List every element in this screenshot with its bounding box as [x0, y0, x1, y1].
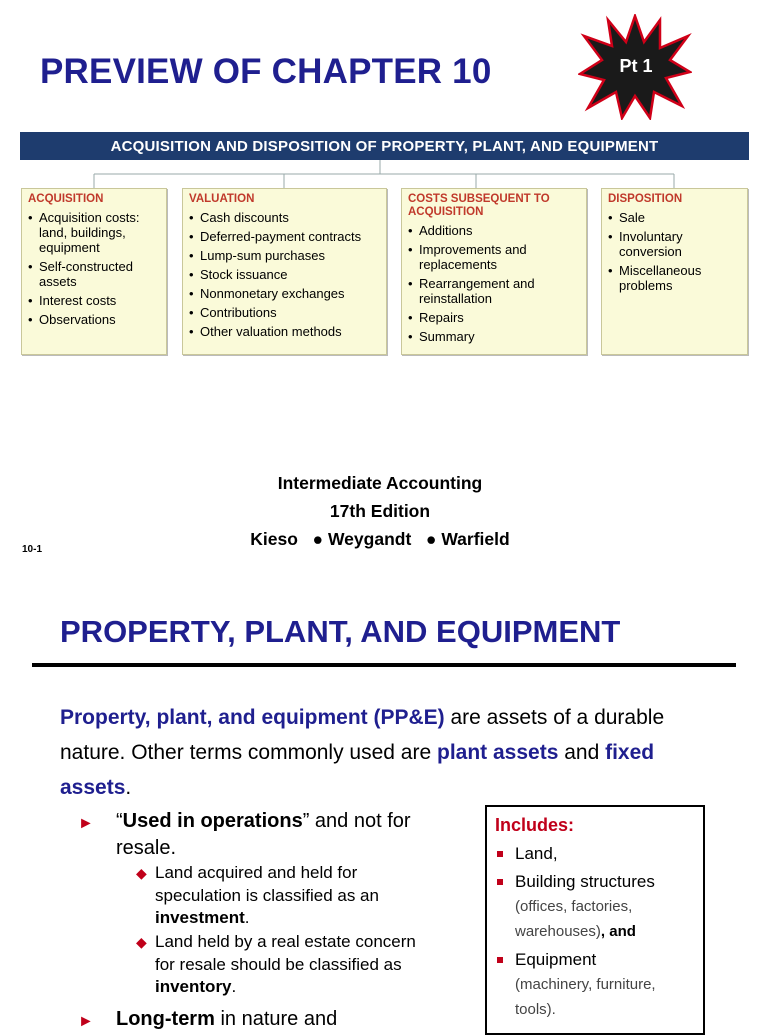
list-item: • Summary — [408, 329, 580, 344]
square-bullet-icon — [497, 957, 503, 963]
includes-item-buildings — [495, 870, 695, 944]
costs-subsequent-box — [401, 188, 587, 355]
list-item: • Additions — [408, 223, 580, 238]
title-divider — [32, 663, 736, 667]
triangle-bullet-icon: ► — [78, 1013, 94, 1030]
box-heading: COSTS SUBSEQUENT TO ACQUISITION — [408, 193, 550, 218]
sub-end: . — [244, 908, 250, 927]
bullet-long-term — [78, 1006, 428, 1033]
org-connectors — [0, 160, 768, 190]
square-bullet-icon — [497, 851, 503, 857]
includes-and: , and — [600, 923, 636, 940]
bullet-used-in-operations — [78, 808, 428, 862]
list-item: • Lump-sum purchases — [189, 248, 380, 263]
slide2-title: PROPERTY, PLANT, AND EQUIPMENT — [60, 614, 621, 649]
triangle-bullet-icon: ► — [78, 815, 94, 832]
list-item: • Deferred-payment contracts — [189, 229, 380, 244]
list-item: • Involuntary conversion — [608, 229, 741, 259]
intro-paragraph — [60, 700, 720, 805]
includes-box — [485, 805, 705, 1035]
bullet-separator-icon: ● — [416, 529, 442, 549]
includes-item-detail: (offices, factories, warehouses) — [515, 898, 633, 940]
term-fixed-assets: fixed assets — [60, 741, 655, 799]
intro-text: and — [558, 741, 606, 764]
list-item: • Cash discounts — [189, 210, 380, 225]
sub-bullet-investment — [136, 862, 426, 930]
chapter-banner: ACQUISITION AND DISPOSITION OF PROPERTY, PLANT, AND EQUIPMENT — [20, 132, 749, 160]
sub-text: Land acquired and held for speculation is classified as an — [155, 863, 379, 905]
sub-text: Land held by a real estate concern for resale should be classified as — [155, 932, 416, 974]
list-item: • Nonmonetary exchanges — [189, 286, 380, 301]
diamond-bullet-icon: ◆ — [136, 934, 147, 950]
square-bullet-icon — [497, 879, 503, 885]
term-plant-assets: plant assets — [437, 741, 559, 764]
valuation-box — [182, 188, 387, 355]
book-title: Intermediate Accounting — [277, 473, 483, 493]
includes-item-equipment — [495, 948, 695, 1022]
list-item: • Rearrangement and reinstallation — [408, 276, 580, 306]
term-ppe: Property, plant, and equipment (PP&E) — [60, 706, 445, 729]
sub-bold: inventory — [155, 977, 232, 996]
slide-page-number: 10-1 — [22, 544, 43, 555]
intro-text: are assets of a durable nature. Other terms commonly used are — [60, 706, 665, 764]
slide1-title: PREVIEW OF CHAPTER 10 — [40, 52, 492, 91]
book-authors — [0, 525, 760, 553]
acquisition-box — [21, 188, 167, 355]
box-heading: VALUATION — [189, 193, 255, 205]
list-item: • Sale — [608, 210, 741, 225]
bullet-text: ” and not for resale. — [116, 810, 411, 859]
bullet-bold: Used in operations — [122, 810, 303, 832]
bullet-bold: Long-term — [116, 1008, 215, 1030]
list-item: • Contributions — [189, 305, 380, 320]
badge-label: Pt 1 — [619, 56, 653, 76]
quote-mark: “ — [116, 810, 123, 832]
box-heading: ACQUISITION — [28, 193, 104, 205]
sub-end: . — [231, 977, 237, 996]
list-item: • Self-constructed assets — [28, 259, 160, 289]
book-edition: 17th Edition — [329, 501, 431, 521]
includes-item-detail: (machinery, furniture, tools). — [515, 976, 656, 1018]
diamond-bullet-icon: ◆ — [136, 865, 147, 881]
list-item: • Other valuation methods — [189, 324, 380, 339]
list-item: • Observations — [28, 312, 160, 327]
list-item: • Acquisition costs: land, buildings, equipment — [28, 210, 160, 255]
list-item: • Interest costs — [28, 293, 160, 308]
book-info — [0, 469, 760, 553]
disposition-box — [601, 188, 748, 355]
list-item: • Miscellaneous problems — [608, 263, 741, 293]
author-name: Weygandt — [327, 529, 412, 549]
list-item: • Repairs — [408, 310, 580, 325]
includes-item-label: Equipment — [515, 950, 597, 969]
list-item: • Improvements and replacements — [408, 242, 580, 272]
pt1-starburst-badge — [578, 14, 692, 120]
intro-text: . — [125, 776, 132, 799]
includes-item-land — [495, 842, 695, 866]
box-heading: DISPOSITION — [608, 193, 683, 205]
sub-bold: investment — [155, 908, 245, 927]
author-name: Warfield — [441, 529, 510, 549]
bullet-separator-icon: ● — [302, 529, 328, 549]
includes-item-label: Building structures — [515, 872, 655, 891]
author-name: Kieso — [250, 529, 298, 549]
sub-bullet-inventory — [136, 931, 426, 999]
includes-heading: Includes: — [495, 815, 575, 835]
bullet-text: in nature and — [214, 1008, 338, 1030]
includes-item-label: Land, — [515, 844, 558, 863]
list-item: • Stock issuance — [189, 267, 380, 282]
